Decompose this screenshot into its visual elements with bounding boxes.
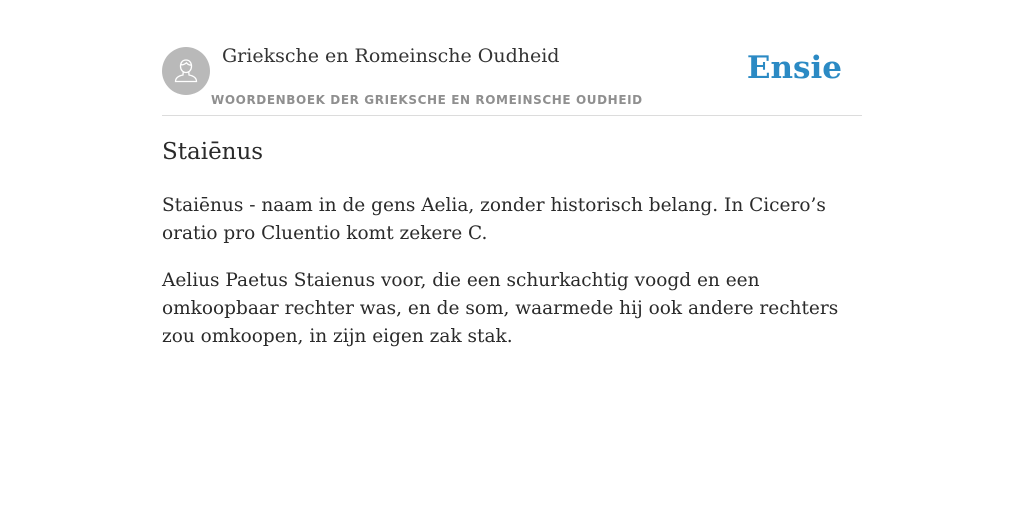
ensie-logo-link[interactable]: Ensie bbox=[746, 50, 842, 86]
entry-paragraph: Staiēnus - naam in de gens Aelia, zonder historisch belang. In Cicero’s oratio pro Cluentio komt zekere C. bbox=[162, 195, 826, 244]
source-title-link[interactable]: Grieksche en Romeinsche Oudheid bbox=[222, 45, 560, 67]
source-subtitle: WOORDENBOEK DER GRIEKSCHE EN ROMEINSCHE OUDHEID bbox=[211, 93, 643, 107]
entry-header bbox=[162, 0, 862, 116]
entry-body bbox=[162, 192, 862, 370]
avatar[interactable] bbox=[162, 47, 210, 95]
entry-title: Staiēnus bbox=[162, 139, 264, 165]
page-container bbox=[162, 0, 862, 347]
entry-paragraph: Aelius Paetus Staienus voor, die een schurkachtig voogd en een omkoopbaar rechter was, en de som, waarmede hij ook andere rechters zou omkoopen, in zijn eigen zak stak. bbox=[162, 270, 839, 347]
user-silhouette-icon bbox=[171, 56, 201, 86]
